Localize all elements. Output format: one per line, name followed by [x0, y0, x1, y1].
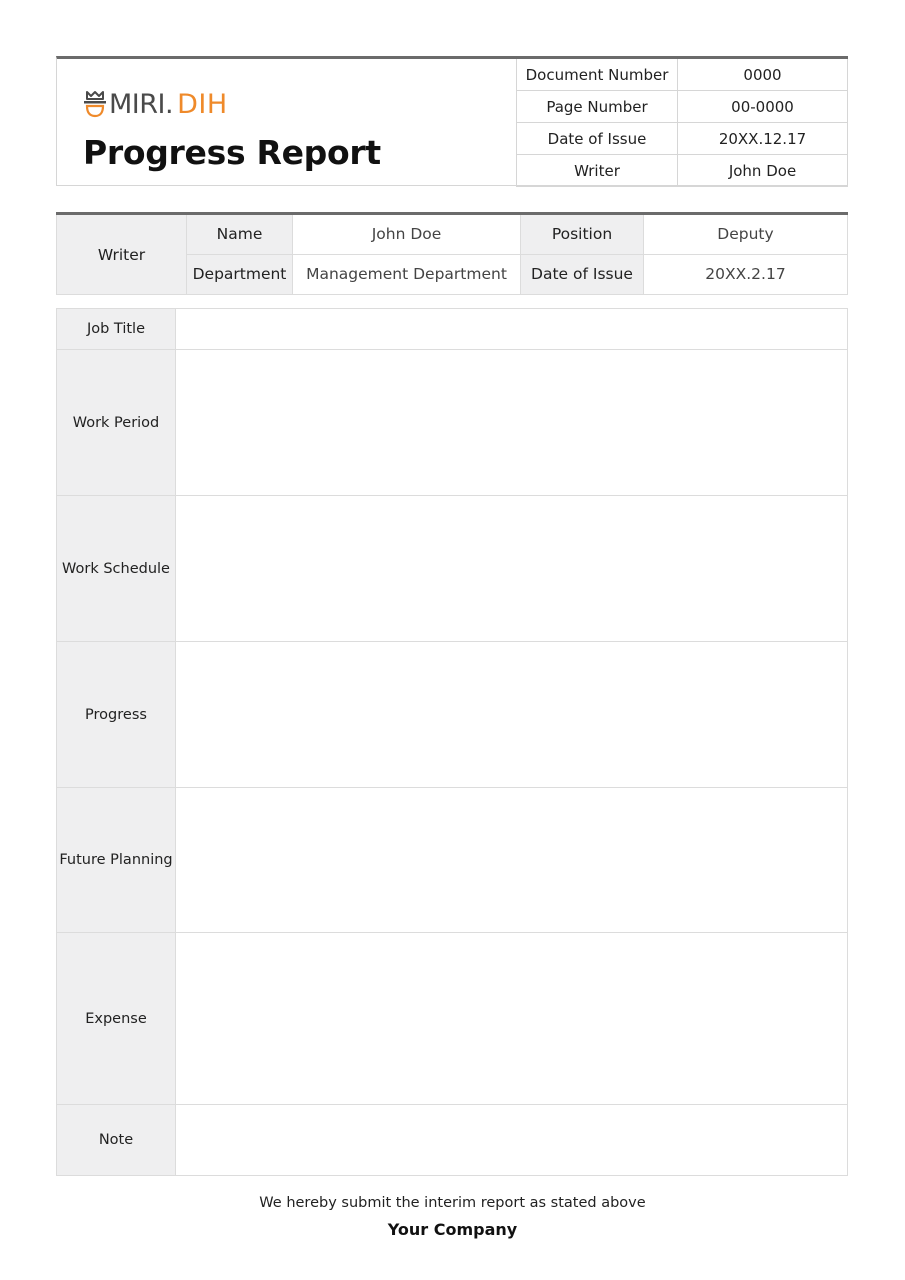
form-row-work-period: [57, 350, 848, 496]
meta-value[interactable]: 00-0000: [678, 91, 848, 123]
brand-logo: [83, 87, 228, 121]
work-schedule-field[interactable]: [176, 496, 848, 642]
document-meta-table: [516, 56, 848, 187]
meta-value[interactable]: 20XX.12.17: [678, 123, 848, 155]
meta-label: Writer: [517, 155, 678, 187]
meta-label: Date of Issue: [517, 123, 678, 155]
position-value[interactable]: Deputy: [644, 214, 848, 255]
date-of-issue-value[interactable]: 20XX.2.17: [644, 254, 848, 295]
brand-name-primary: MIRI.: [109, 88, 174, 120]
department-value[interactable]: Management Department: [293, 254, 521, 295]
form-row-progress: [57, 642, 848, 788]
document-header: [56, 56, 848, 186]
progress-form-table: [56, 308, 848, 1176]
form-row-work-schedule: [57, 496, 848, 642]
meta-row: [517, 58, 848, 91]
company-name: Your Company: [387, 1220, 518, 1239]
page-title: Progress Report: [83, 133, 381, 172]
expense-label: Expense: [57, 933, 176, 1105]
writer-info-table: [56, 212, 848, 295]
name-label: Name: [187, 214, 293, 255]
meta-row: [517, 91, 848, 123]
meta-value[interactable]: 0000: [678, 58, 848, 91]
progress-label: Progress: [57, 642, 176, 788]
future-planning-field[interactable]: [176, 788, 848, 933]
department-label: Department: [187, 254, 293, 295]
work-period-field[interactable]: [176, 350, 848, 496]
meta-label: Document Number: [517, 58, 678, 91]
position-label: Position: [521, 214, 644, 255]
meta-row: [517, 155, 848, 187]
writer-heading: Writer: [57, 214, 187, 295]
form-row-future-planning: [57, 788, 848, 933]
expense-field[interactable]: [176, 933, 848, 1105]
form-row-expense: [57, 933, 848, 1105]
future-planning-label: Future Planning: [57, 788, 176, 933]
brand-name-accent: DIH: [177, 88, 228, 120]
meta-row: [517, 123, 848, 155]
work-schedule-label: Work Schedule: [57, 496, 176, 642]
hat-face-logo-icon: [83, 89, 107, 119]
meta-label: Page Number: [517, 91, 678, 123]
meta-value[interactable]: John Doe: [678, 155, 848, 187]
form-row-job-title: [57, 309, 848, 350]
form-row-note: [57, 1105, 848, 1176]
note-label: Note: [57, 1105, 176, 1176]
date-of-issue-label: Date of Issue: [521, 254, 644, 295]
name-value[interactable]: John Doe: [293, 214, 521, 255]
job-title-label: Job Title: [57, 309, 176, 350]
progress-field[interactable]: [176, 642, 848, 788]
work-period-label: Work Period: [57, 350, 176, 496]
job-title-field[interactable]: [176, 309, 848, 350]
submission-statement: We hereby submit the interim report as stated above: [259, 1195, 646, 1211]
note-field[interactable]: [176, 1105, 848, 1176]
